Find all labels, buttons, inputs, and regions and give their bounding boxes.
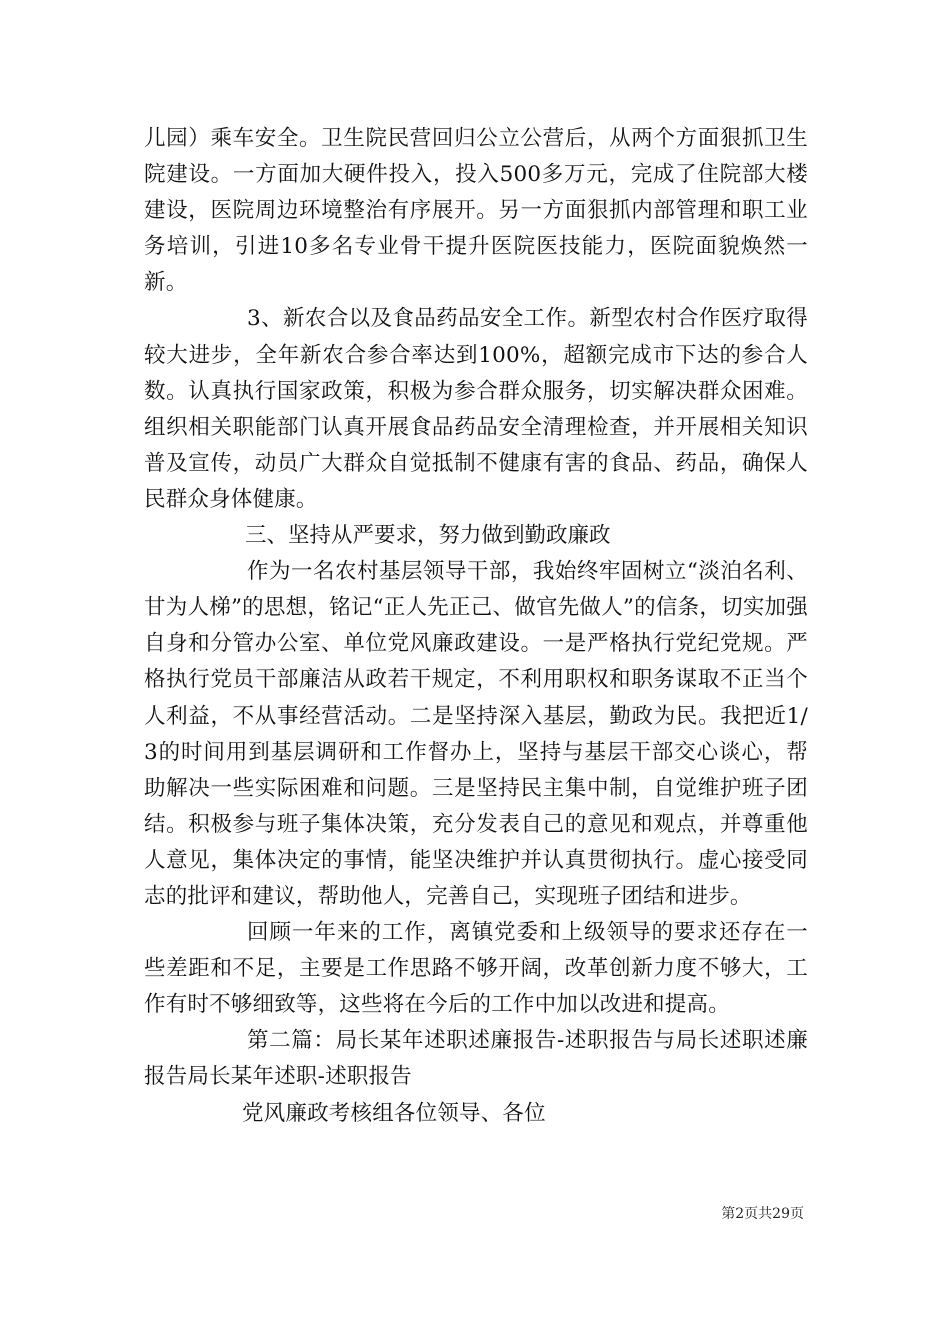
paragraph-integrity-work: 作为一名农村基层领导干部，我始终牢固树立“淡泊名利、甘为人梯”的思想，铭记“正人先正己、做官先做人”的信条，切实加强自身和分管办公室、单位党风廉政建设。一是严格执行党纪党规。严格执行党员干部廉洁从政若干规定，不利用职权和职务谋取不正当个人利益，不从事经营活动。二是坚持深入基层，勤政为民。我把近1/3的时间用到基层调研和工作督办上，坚持与基层干部交心谈心，帮助解决一些实际困难和问题。三是坚持民主集中制，自觉维护班子团结。积极参与班子集体决策，充分发表自己的意见和观点，并尊重他人意见，集体决定的事情，能坚决维护并认真贯彻执行。虚心接受同志的批评和建议，帮助他人，完善自己，实现班子团结和进步。 bbox=[144, 559, 808, 909]
paragraph-medical-insurance-food-safety: 3、新农合以及食品药品安全工作。新型农村合作医疗取得较大进步，全年新农合参合率达到100%，超额完成市下达的参合人数。认真执行国家政策，积极为参合群众服务，切实解决群众困难。组织相关职能部门认真开展食品药品安全清理检查，并开展相关知识普及宣传，动员广大群众自觉抵制不健康有害的食品、药品，确保人民群众身体健康。 bbox=[144, 306, 808, 512]
page-number: 第2页共29页 bbox=[721, 1206, 804, 1222]
section-heading-integrity: 三、坚持从严要求，努力做到勤政廉政 bbox=[245, 523, 611, 549]
document-body bbox=[144, 121, 808, 1132]
paragraph-second-article-title: 第二篇：局长某年述职述廉报告-述职报告与局长述职述廉报告局长某年述职-述职报告 bbox=[144, 1028, 808, 1090]
paragraph-hospital-construction: 儿园）乘车安全。卫生院民营回归公立公营后，从两个方面狠抓卫生院建设。一方面加大硬件投入，投入500多万元，完成了住院部大楼建设，医院周边环境整治有序展开。另一方面狠抓内部管理和职工业务培训，引进10多名专业骨干提升医院医技能力，医院面貌焕然一新。 bbox=[144, 126, 808, 296]
paragraph-review: 回顾一年来的工作，离镇党委和上级领导的要求还存在一些差距和不足，主要是工作思路不够开阔，改革创新力度不够大，工作有时不够细致等，这些将在今后的工作中加以改进和提高。 bbox=[144, 920, 808, 1018]
paragraph-salutation: 党风廉政考核组各位领导、各位 bbox=[242, 1100, 546, 1126]
